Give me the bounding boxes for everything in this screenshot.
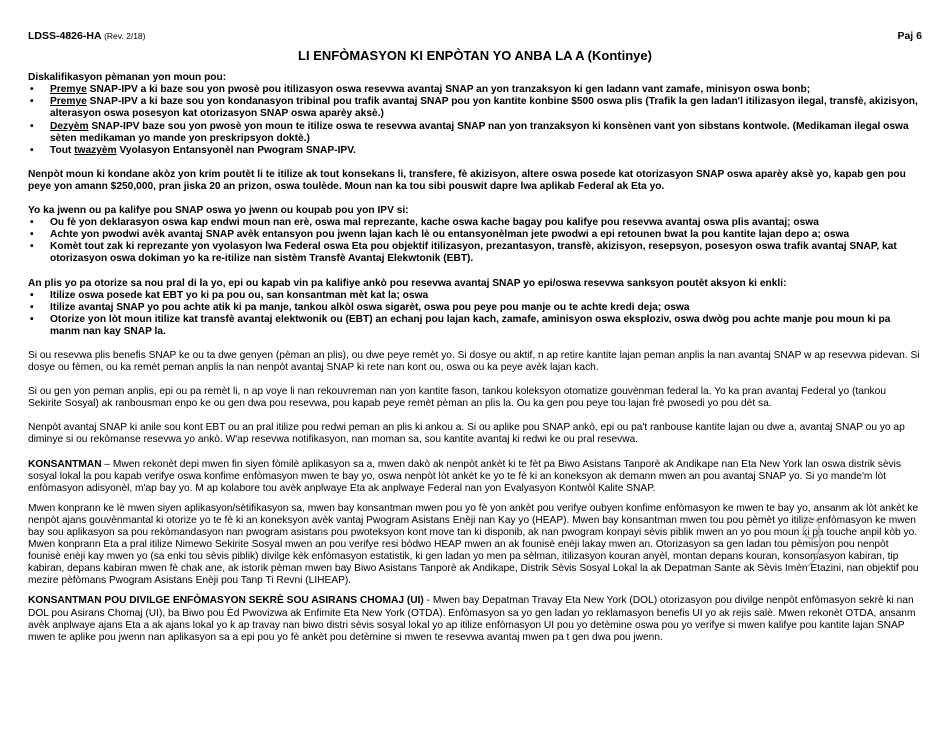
page-header [28, 30, 922, 42]
ui-consent-paragraph: KONSANTMAN POU DIVILGE ENFÒMASYON SEKRÈ SOU ASIRANS CHOMAJ (UI) - Mwen bay Depatman Travay Eta New York (DOL) otorizasyon pou divilge nenpòt enfòmasyon sekrè ki nan DOL pou Asirans Chomaj (UI), ba Biwo pou Èd Pwovizwa ak Enfimite Eta New York (OTDA). Enfòmasyon sa yo gen ladan yo reklamasyon benefis UI yo ak rejis salè. Mwen rekonèt OTDA, ansanm avèk anplwaye ajans Eta a ak ajans lokal yo k ap travay nan biwo distri sèvis sosyal lokal yo ap itilize enfòmasyon UI pou yo detèmine oswa pou yo verifye si mwen kalifye pou kantite lajan SNAP mwen te aplike pou jwenn nan aplikasyon sa a epi pou yo fè ankèt pou detèmine si mwen te resevwa avantaj mwen pa t gen dwa pou jwenn. [28, 595, 916, 643]
disqualification-intro: Diskalifikasyon pèmanan yon moun pou: [28, 72, 227, 84]
list-item: • Itilize oswa posede kat EBT yo ki pa pou ou, san konsantman mèt kat la; oswa [28, 290, 922, 302]
felony-paragraph: Nenpòt moun ki kondane akòz yon krim poutèt li te itilize ak tout konsekans li, transfere, fè akizisyon, altere oswa posede kat otorizasyon SNAP oswa aparèy aksè yo, kapab gen pou peye yon amann $250,000, pran jiska 20 an prizon, oswa toulède. Moun nan ka tou sibi pouswit dapre lwa aplikab Federal ak Eta yo. [28, 168, 906, 192]
document-page [28, 30, 922, 644]
list-item: • Premye SNAP-IPV a ki baze sou yon kondanasyon tribinal pou trafik avantaj SNAP pou yon kantite konbine $500 oswa plis (Trafik la gen ladan'l itilizasyon ilegal, transfè, akizisyon, alterasyon oswa posesyon kat otorizasyon SNAP oswa aparèy aksè.) [28, 96, 922, 120]
overpayment-paragraph-2: Si ou gen yon peman anplis, epi ou pa remèt li, n ap voye li nan rekouvreman nan yon kantite fason, tankou koleksyon otomatize gouvènman federal la. Yo ka pran avantaj Federal yo (tankou Sekirite Sosyal) ak ranbousman enpo ke ou gen dwa pou resevwa, pou kapab peye remèt pèman an plis la. Ou ka gen pou peye tou lajan frè pwosedi yo pou dèt sa. [28, 386, 886, 410]
form-id-block [28, 30, 145, 42]
form-id: LDSS-4826-HA [28, 30, 102, 42]
ipv-intro: Yo ka jwenn ou pa kalifye pou SNAP oswa yo jwenn ou koupab pou yon IPV si: [28, 205, 409, 217]
overpayment-paragraph-3: Nenpòt avantaj SNAP ki anile sou kont EBT ou an pral itilize pou redwi peman an plis ki ankou a. Si ou aplike pou SNAP ankò, epi ou pa't ranbouse kantite lajan ou dwe a, avantaj SNAP ou yo ap diminye si ou rekòmanse resevwa yo ankò. W'ap resevwa notifikasyon, nan moman sa, sou kantite avantaj ki redwi ke ou pral resevwa. [28, 422, 905, 446]
list-item: • Itilize avantaj SNAP yo pou achte atik ki pa manje, tankou alkòl oswa sigarèt, oswa pou peye pou manje ou te achte kredi deja; oswa [28, 302, 922, 314]
penalty-list [28, 290, 922, 338]
list-item: • Dezyèm SNAP-IPV baze sou yon pwosè yon moun te itilize oswa te resevwa avantaj SNAP nan yon tranzaksyon ki konsènen vant yon sibstans kontwole. (Medikaman ilegal oswa sèten medikaman yo mande yon preskripsyon doktè.) [28, 121, 922, 145]
page-title: LI ENFÒMASYON KI ENPÒTAN YO ANBA LA A (Kontinye) [298, 48, 652, 64]
ui-consent-heading: KONSANTMAN POU DIVILGE ENFÒMASYON SEKRÈ SOU ASIRANS CHOMAJ (UI) [28, 595, 424, 607]
list-item: • Premye SNAP-IPV a ki baze sou yon pwosè pou itilizasyon oswa resevwa avantaj SNAP an yon tranzaksyon ki gen ladann vant zamafe, minisyon oswa bonb; [28, 84, 922, 96]
overpayment-paragraph-1: Si ou resevwa plis benefis SNAP ke ou ta dwe genyen (pèman an plis), ou dwe peye remèt yo. Si dosye ou aktif, n ap retire kantite lajan peman anplis la nan avantaj SNAP w ap resevwa pidevan. Si dosye ou fèmen, ou ka remèt peman anplis la nan nenpòt avantaj SNAP ki rete nan kont ou, oswa ou ka peye avèk lajan kach. [28, 349, 920, 374]
penalty-intro: An plis yo pa otorize sa nou pral di la yo, epi ou kapab vin pa kalifiye ankò pou resevwa avantaj SNAP yo epi/oswa resevwa sanksyon poutèt aksyon ki enkli: [28, 277, 787, 289]
form-revision: (Rev. 2/18) [104, 31, 146, 41]
list-item: • Ou fè yon deklarasyon oswa kap endwi moun nan erè, oswa mal reprezante, kache oswa kache bagay pou kalifye pou resevwa avantaj oswa plis avantaj; oswa [28, 217, 922, 229]
list-item: • Komèt tout zak ki reprezante yon vyolasyon lwa Federal oswa Eta pou objektif itilizasyon, prezantasyon, transfè, akizisyon, resepsyon, posesyon oswa trafik avantaj SNAP, kat otorizasyon oswa dokiman yo ka re-itilize nan sistèm Transfè Avantaj Elekwtonik (EBT). [28, 241, 922, 265]
list-item: • Otorize yon lòt moun itilize kat transfè avantaj elektwonik ou (EBT) an echanj pou lajan kach, zamafe, aminisyon oswa eksploziv, oswa dwòg pou achte manje pou moun ki pa manm nan kay SNAP la. [28, 314, 922, 338]
list-item: • Achte yon pwodwi avèk avantaj SNAP avèk entansyon pou jwenn lajan kach lè ou entansyonèlman jete pwodwi a epi retounen bwat la pou kantite lajan depo a; oswa [28, 229, 922, 241]
handwritten-mark [792, 510, 832, 572]
page-number: Paj 6 [897, 30, 922, 42]
consent-paragraph-2: Mwen konprann ke lè mwen siyen aplikasyon/sètifikasyon sa, mwen bay konsantman mwen pou yo fè yon ankèt pou verifye oubyen konfime enfòmasyon ke mwen te bay yo, ansanm ak lòt ankèt ke nenpòt ajans gouvènmantal ki otorize yo te fè ki an koneksyon avèk vantaj Pwogram Asistans Enèji nan Kay yo (HEAP). Mwen bay konsantman mwen tou pou pèmèt yo itilize enfòmasyon ke mwen bay sou aplikasyon sa pou rekòmandasyon nan pwogram asistans pou pwoteksyon kont move tan ki disponib, ak nan pwogram konpayi sèvis piblik mwen an yo pou moun ki pa touche anpil kòb yo. Mwen konprann Eta a pral itilize Nimewo Sekirite Sosyal mwen an pou verifye resi bòdwo HEAP mwen an ak founisè enèji lakay mwen an. Otorizasyon sa gen ladan tou pèmisyon pou nenpòt founisè enèji kay mwen yo (sa enki tou sèvis piblik) divilge kèk enfòmasyon estatistik, ki gen ladan yo men pa sèlman, itilizasyon kouran anyèl, montan depans kouran, konsomasyon kabiran, tip kabiran, depans kabiran mwen fè chak ane, ak istorik pèman mwen bay Biwo Asistans Tanporè ak Andikape, Distrik Sèvis Sosyal Lokal la ak Depatman Sante ak Sèvis Imèn Etazini, nan objektif pou mezire pèfòmans Pwogram Asistans Enèji pou Tanp Ti Revni (LIHEAP). [28, 502, 919, 587]
consent-heading: KONSANTMAN [28, 458, 102, 470]
consent-paragraph-1: KONSANTMAN – Mwen rekonèt depi mwen fin siyen fòmilè aplikasyon sa a, mwen dakò ak nenpòt ankèt ki te fèt pa Biwo Asistans Tanporè ak Andikape nan Eta New York lan oswa distrik sèvis sosyal lokal la pou kapab verifye oswa konfime enfòmasyon mwen te bay yo, oswa nenpòt lòt ankèt ke yo te fè ki an koneksyon ak demann mwen an pou avantaj SNAP yo. Si yo mande'm lòt enfòmasyon adisyonèl, m'ap bay yo. M ap kolabore tou avèk anplwaye Eta ak anplwaye Federal nan yon Evalyasyon Kontwòl Kalite SNAP. [28, 458, 901, 494]
disqualification-list [28, 84, 922, 157]
ipv-list [28, 217, 922, 265]
list-item: • Tout twazyèm Vyolasyon Entansyonèl nan Pwogram SNAP-IPV. [28, 145, 922, 157]
